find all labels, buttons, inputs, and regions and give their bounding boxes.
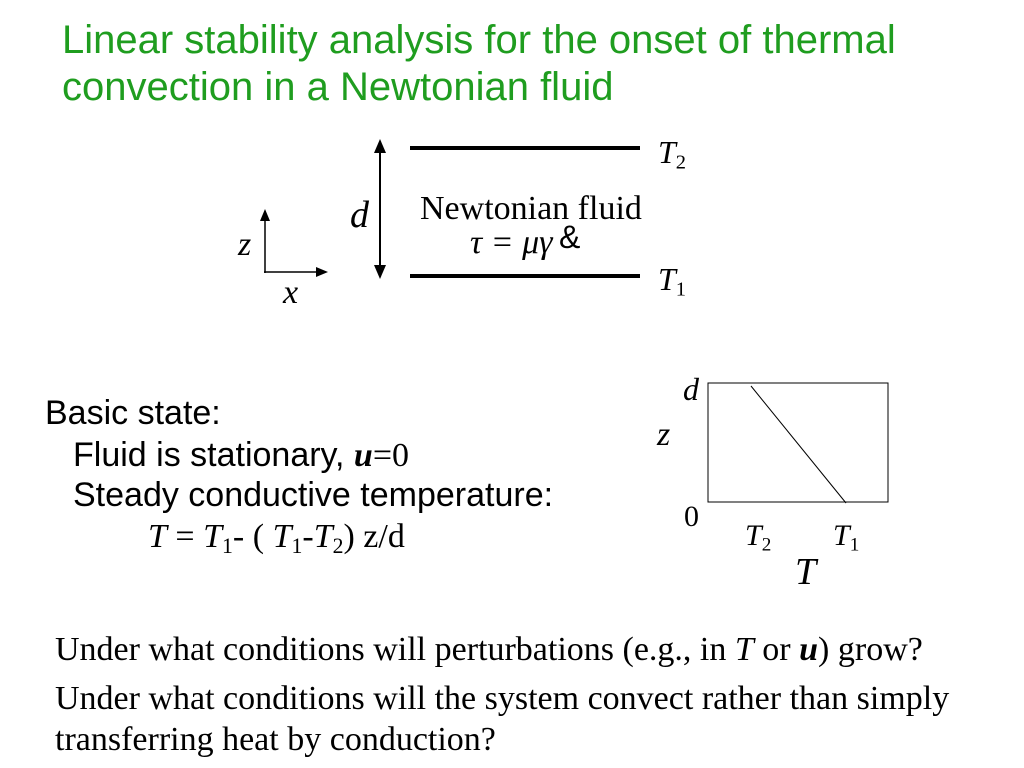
temperature-symbol: T (745, 519, 762, 552)
constitutive-relation: τ = μγ (470, 224, 553, 261)
gamma-dot-glyph: & (559, 219, 581, 255)
eq-symbol: T (203, 518, 223, 555)
velocity-value: =0 (372, 437, 410, 474)
temperature-equation (148, 520, 405, 558)
profile-top-label: d (683, 371, 699, 407)
eq-tail: ) z/d (343, 518, 405, 555)
profile-vertical-axis-label: z (657, 416, 671, 453)
basic-state-heading: Basic state: (45, 394, 221, 432)
eq-operator: - (302, 518, 314, 555)
eq-operator: - ( (232, 518, 273, 555)
question-perturbation-growth (55, 633, 923, 667)
z-axis-arrowhead (260, 209, 270, 221)
temperature-subscript: 2 (761, 534, 772, 556)
gap-label: d (350, 194, 369, 236)
temperature-symbol: T (833, 519, 850, 552)
question-text: ) grow? (818, 631, 923, 668)
eq-subscript: 1 (222, 534, 233, 559)
top-plate-temperature-label (658, 136, 686, 173)
eq-operator: = (166, 518, 204, 555)
slide-title-line-2: convection in a Newtonian fluid (62, 65, 614, 109)
temperature-symbol: T (658, 134, 676, 170)
temperature-subscript: 1 (675, 278, 687, 301)
profile-t2-label (745, 521, 771, 555)
velocity-text: Fluid is stationary, (73, 436, 354, 474)
temperature-subscript: 2 (675, 151, 687, 174)
profile-line (751, 386, 846, 503)
temperature-line: Steady conductive temperature: (73, 476, 554, 514)
fluid-label: Newtonian fluid (420, 190, 642, 227)
gap-arrow-head-top (374, 139, 386, 153)
question-convection-line-1: Under what conditions will the system convect rather than simply (55, 680, 950, 717)
bottom-plate-temperature-label (658, 263, 686, 300)
eq-symbol: T (272, 518, 292, 555)
z-axis-label: z (238, 226, 252, 263)
gap-arrow-head-bottom (374, 265, 386, 279)
profile-frame (708, 383, 888, 502)
eq-symbol: T (313, 518, 333, 555)
eq-subscript: 1 (291, 534, 303, 559)
velocity-variable: u (353, 437, 373, 474)
slide-title-line-1: Linear stability analysis for the onset of thermal (62, 18, 896, 62)
question-variable-u: u (799, 631, 819, 668)
profile-horizontal-axis-label: T (795, 551, 817, 593)
x-axis-label: x (283, 274, 299, 311)
eq-subscript: 2 (332, 534, 344, 559)
eq-symbol: T (148, 518, 167, 555)
profile-t1-label (833, 521, 859, 555)
question-text: or (753, 631, 800, 668)
velocity-line (73, 438, 409, 473)
question-convection-line-2: transferring heat by conduction? (55, 721, 496, 758)
temperature-subscript: 1 (849, 534, 860, 556)
question-variable-t: T (734, 631, 754, 668)
profile-origin-label: 0 (684, 500, 699, 533)
question-text: Under what conditions will perturbations (e.g., in (55, 631, 735, 668)
temperature-symbol: T (658, 261, 676, 297)
x-axis-arrowhead (316, 267, 328, 277)
